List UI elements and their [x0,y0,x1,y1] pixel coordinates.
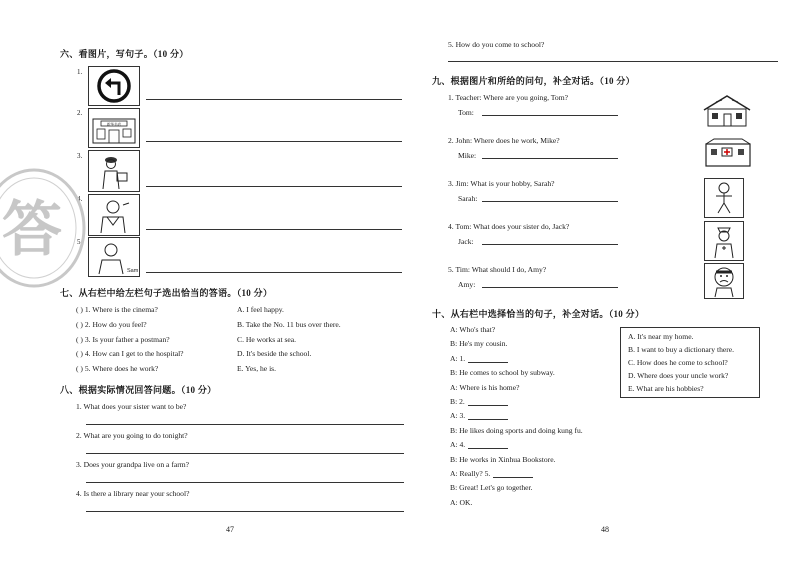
dialog-speaker: Amy: [458,280,476,289]
dialog-line-text: A: OK. [450,497,473,507]
answer-line[interactable] [146,229,402,230]
item-number: 3. [77,152,83,160]
answer-line[interactable] [146,141,402,142]
match-question: ( ) 4. How can I get to the hospital? [76,349,184,358]
option-item: B. I want to buy a dictionary there. [628,345,735,354]
section7-title: 七、从右栏中给左栏句子选出恰当的答语。（10 分） [60,288,273,298]
dialog-speaker: Mike: [458,151,477,160]
dialog-line-text: B: He's my cousin. [450,339,508,349]
top-question: 5. How do you come to school? [448,40,545,49]
stamp-watermark [0,168,92,288]
dialog-speaker: Sarah: [458,194,478,203]
sam-label: Sam [127,268,139,274]
dialog-line [450,368,555,377]
dialog-line [450,325,495,334]
item-number: 4. [77,195,83,203]
dialog-question: 3. Jim: What is your hobby, Sarah? [448,179,555,188]
fill-blank[interactable] [468,354,508,363]
stamp-char: 答 [2,195,62,265]
answer-line[interactable] [86,482,404,483]
match-answer: D. It's beside the school. [237,349,312,358]
answer-line[interactable] [146,186,402,187]
match-answer: E. Yes, he is. [237,364,277,373]
match-question: ( ) 2. How do you feel? [76,320,147,329]
dialog-line [450,339,507,348]
dialog-speaker: Jack: [458,237,474,246]
doctor-icon [88,194,140,236]
match-answer: B. Take the No. 11 bus over there. [237,320,341,329]
dialog-question: 1. Teacher: Where are you going, Tom? [448,93,568,102]
section6-title: 六、看图片，写句子。（10 分） [60,49,189,59]
answer-line[interactable] [448,61,778,62]
page-number: 47 [226,525,234,534]
hospital-icon [702,136,754,170]
item-number: 2. [77,109,83,117]
answer-line[interactable] [482,115,618,116]
options-box [620,327,760,398]
answer-line[interactable] [482,244,618,245]
dialog-line [450,354,508,363]
match-question: ( ) 3. Is your father a postman? [76,335,170,344]
sad-boy-icon [704,263,744,299]
dialog-line-text: B: He likes doing sports and doing kung fu. [450,425,583,435]
dialog-line [450,440,508,449]
answer-line[interactable] [482,287,618,288]
dialog-line [450,469,533,478]
dialog-line [450,397,508,406]
option-item: D. Where does your uncle work? [628,371,729,380]
dialog-line-text: A: 4. [450,440,466,450]
shop-sign-text: 新华书店 [106,122,122,127]
dialog-line-text: A: Who's that? [450,325,496,334]
item-number: 1. [77,68,83,76]
postman-icon [88,150,140,192]
option-item: C. How does he come to school? [628,358,728,367]
dialog-line-text: B: He works in Xinhua Bookstore. [450,454,556,464]
answer-question: 3. Does your grandpa live on a farm? [76,460,190,469]
answer-question: 4. Is there a library near your school? [76,489,190,498]
dialog-line-text: B: 2. [450,397,465,406]
fill-blank[interactable] [468,440,508,449]
item-number: 5. [77,238,83,246]
dialog-line [450,383,519,392]
dialog-line-text: A: 3. [450,411,466,421]
shop-building-icon [88,108,140,148]
match-question: ( ) 5. Where does he work? [76,364,159,373]
dialog-question: 5. Tim: What should I do, Amy? [448,265,547,274]
fill-blank[interactable] [493,469,533,478]
dialog-line-text: B: Great! Let's go together. [450,483,533,493]
girl-dancing-icon [704,178,744,218]
answer-question: 1. What does your sister want to be? [76,402,187,411]
section10-title: 十、从右栏中选择恰当的句子，补全对话。（10 分） [432,309,645,319]
answer-line[interactable] [146,99,402,100]
dialog-speaker: Tom: [458,108,474,117]
dialog-line [450,411,508,420]
option-item: E. What are his hobbies? [628,384,704,393]
answer-line[interactable] [86,453,404,454]
answer-line[interactable] [146,272,402,273]
section9-title: 九、根据图片和所给的问句，补全对话。（10 分） [432,76,635,86]
dialog-line [450,426,583,435]
dialog-line-text: B: He comes to school by subway. [450,368,555,378]
dialog-line [450,498,472,507]
answer-line[interactable] [482,158,618,159]
dialog-line [450,483,533,492]
answer-question: 2. What are you going to do tonight? [76,431,188,440]
dialog-line [450,455,555,464]
dialog-line-text: A: 1. [450,353,466,363]
option-item: A. It's near my home. [628,332,694,341]
page-number: 48 [601,525,609,534]
dialog-line-text: A: Where is his home? [450,382,520,392]
house-icon [700,92,754,128]
left-turn-sign-icon [88,66,140,106]
answer-line[interactable] [86,424,404,425]
fill-blank[interactable] [468,397,508,406]
match-question: ( ) 1. Where is the cinema? [76,305,158,314]
nurse-icon [704,221,744,261]
answer-line[interactable] [482,201,618,202]
match-answer: A. I feel happy. [237,305,284,314]
match-answer: C. He works at sea. [237,335,297,344]
section8-title: 八、根据实际情况回答问题。（10 分） [60,385,217,395]
answer-line[interactable] [86,511,404,512]
boy-sam-icon [88,237,140,277]
fill-blank[interactable] [468,411,508,420]
dialog-line-text: A: Really? 5. [450,469,491,478]
dialog-question: 4. Tom: What does your sister do, Jack? [448,222,570,231]
dialog-question: 2. John: Where does he work, Mike? [448,136,560,145]
